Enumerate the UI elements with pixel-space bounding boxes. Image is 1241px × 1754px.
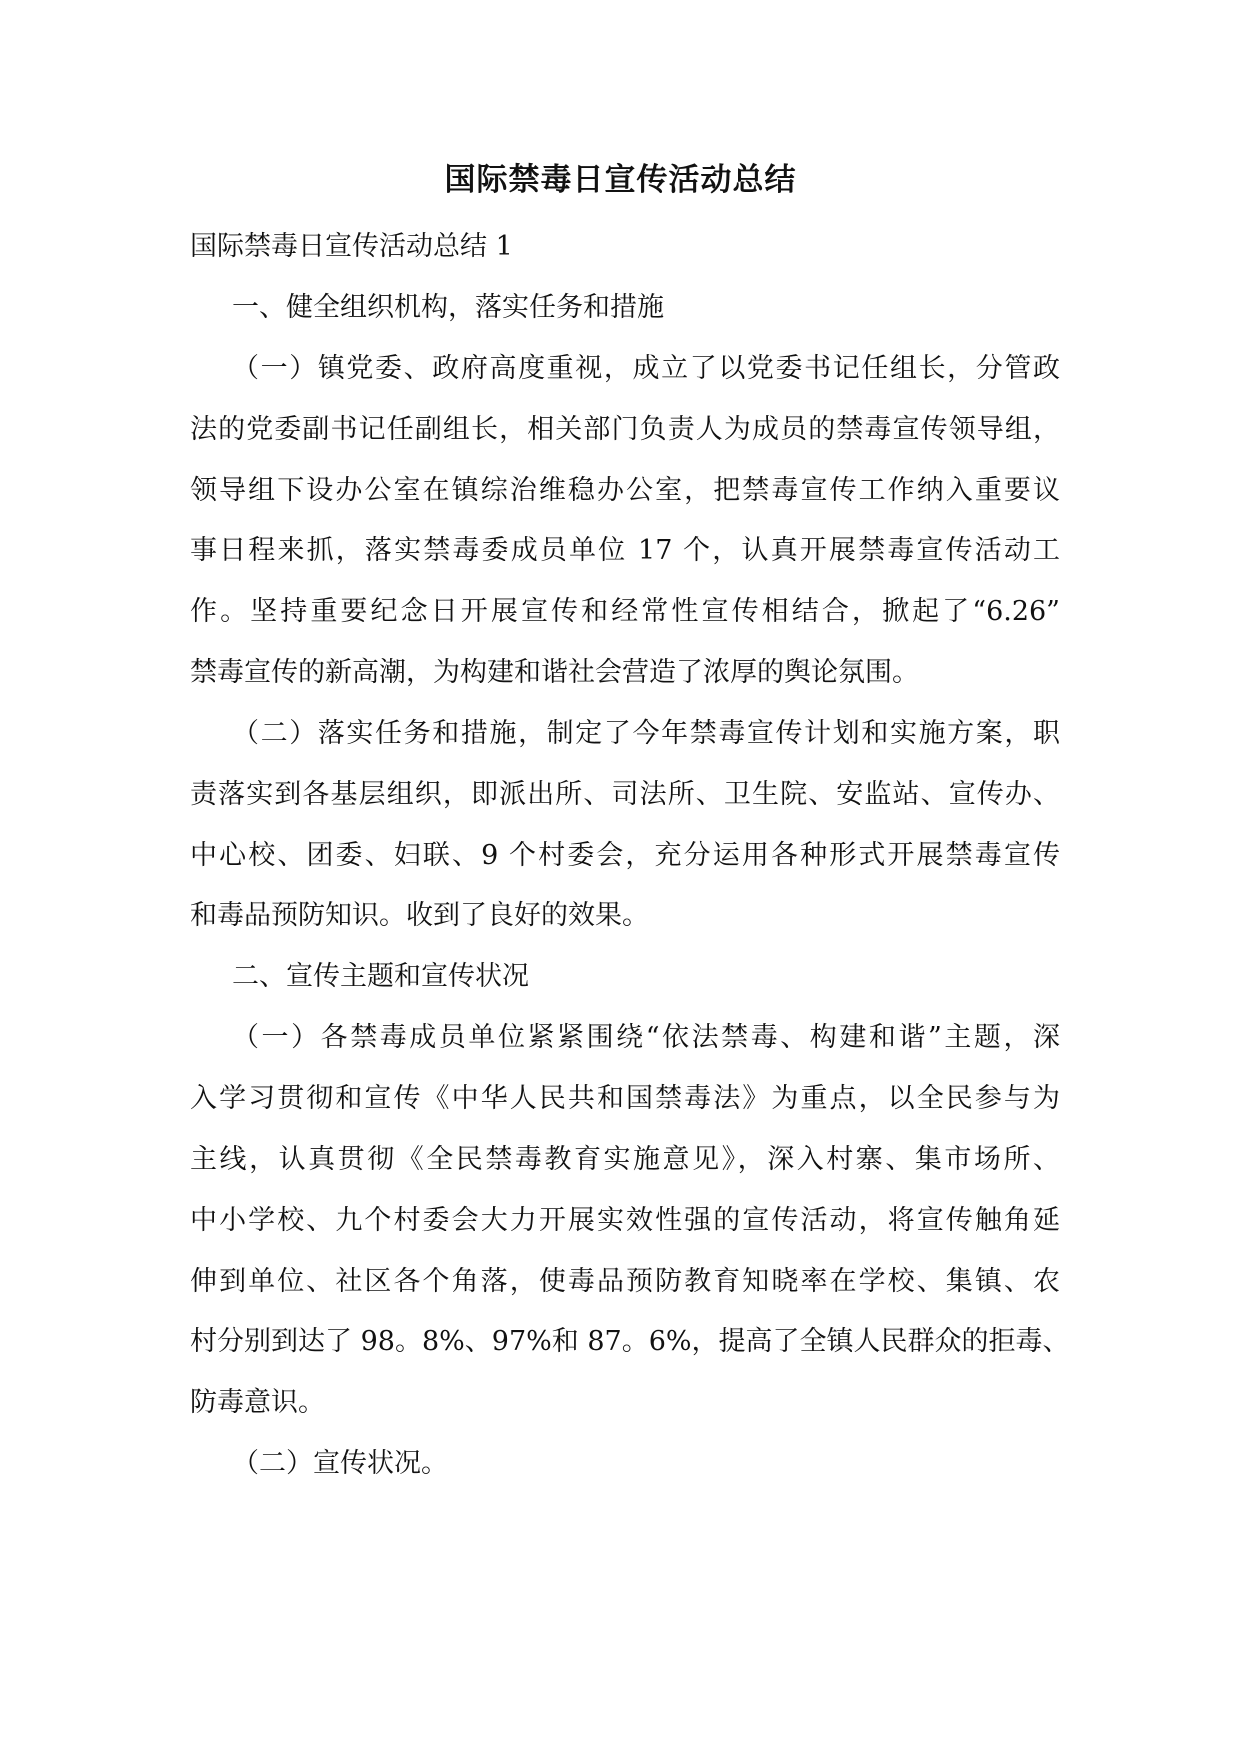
paragraph-line: 作。坚持重要纪念日开展宣传和经常性宣传相结合，掀起了“6.26” [190, 596, 1060, 627]
section-heading-1: 一、健全组织机构，落实任务和措施 [232, 292, 664, 323]
document-title: 国际禁毒日宣传活动总结 [444, 162, 797, 198]
paragraph-line: 伸到单位、社区各个角落，使毒品预防教育知晓率在学校、集镇、农 [190, 1266, 1060, 1297]
paragraph-line: 防毒意识。 [190, 1387, 325, 1418]
section-heading-2: 二、宣传主题和宣传状况 [232, 961, 529, 992]
paragraph-line: 责落实到各基层组织，即派出所、司法所、卫生院、安监站、宣传办、 [190, 779, 1060, 810]
document-subtitle: 国际禁毒日宣传活动总结 1 [190, 231, 513, 262]
paragraph-line: 中心校、团委、妇联、9 个村委会，充分运用各种形式开展禁毒宣传 [190, 840, 1060, 871]
paragraph-line: 主线，认真贯彻《全民禁毒教育实施意见》，深入村寨、集市场所、 [190, 1144, 1060, 1175]
paragraph-line: 事日程来抓，落实禁毒委成员单位 17 个，认真开展禁毒宣传活动工 [190, 535, 1060, 566]
paragraph-line: 领导组下设办公室在镇综治维稳办公室，把禁毒宣传工作纳入重要议 [190, 475, 1060, 506]
paragraph-line: 法的党委副书记任副组长，相关部门负责人为成员的禁毒宣传领导组， [190, 414, 1060, 445]
paragraph-line: （一）各禁毒成员单位紧紧围绕“依法禁毒、构建和谐”主题，深 [232, 1022, 1060, 1053]
paragraph-line: 入学习贯彻和宣传《中华人民共和国禁毒法》为重点，以全民参与为 [190, 1083, 1060, 1114]
paragraph-line: （一）镇党委、政府高度重视，成立了以党委书记任组长，分管政 [232, 353, 1060, 384]
paragraph-line: 禁毒宣传的新高潮，为构建和谐社会营造了浓厚的舆论氛围。 [190, 657, 919, 688]
paragraph-line: 村分别到达了 98。8%、97%和 87。6%，提高了全镇人民群众的拒毒、 [190, 1326, 1070, 1357]
paragraph-line: 和毒品预防知识。收到了良好的效果。 [190, 900, 649, 931]
paragraph-line: （二）宣传状况。 [232, 1448, 448, 1479]
paragraph-line: （二）落实任务和措施，制定了今年禁毒宣传计划和实施方案，职 [232, 718, 1060, 749]
paragraph-line: 中小学校、九个村委会大力开展实效性强的宣传活动，将宣传触角延 [190, 1205, 1060, 1236]
